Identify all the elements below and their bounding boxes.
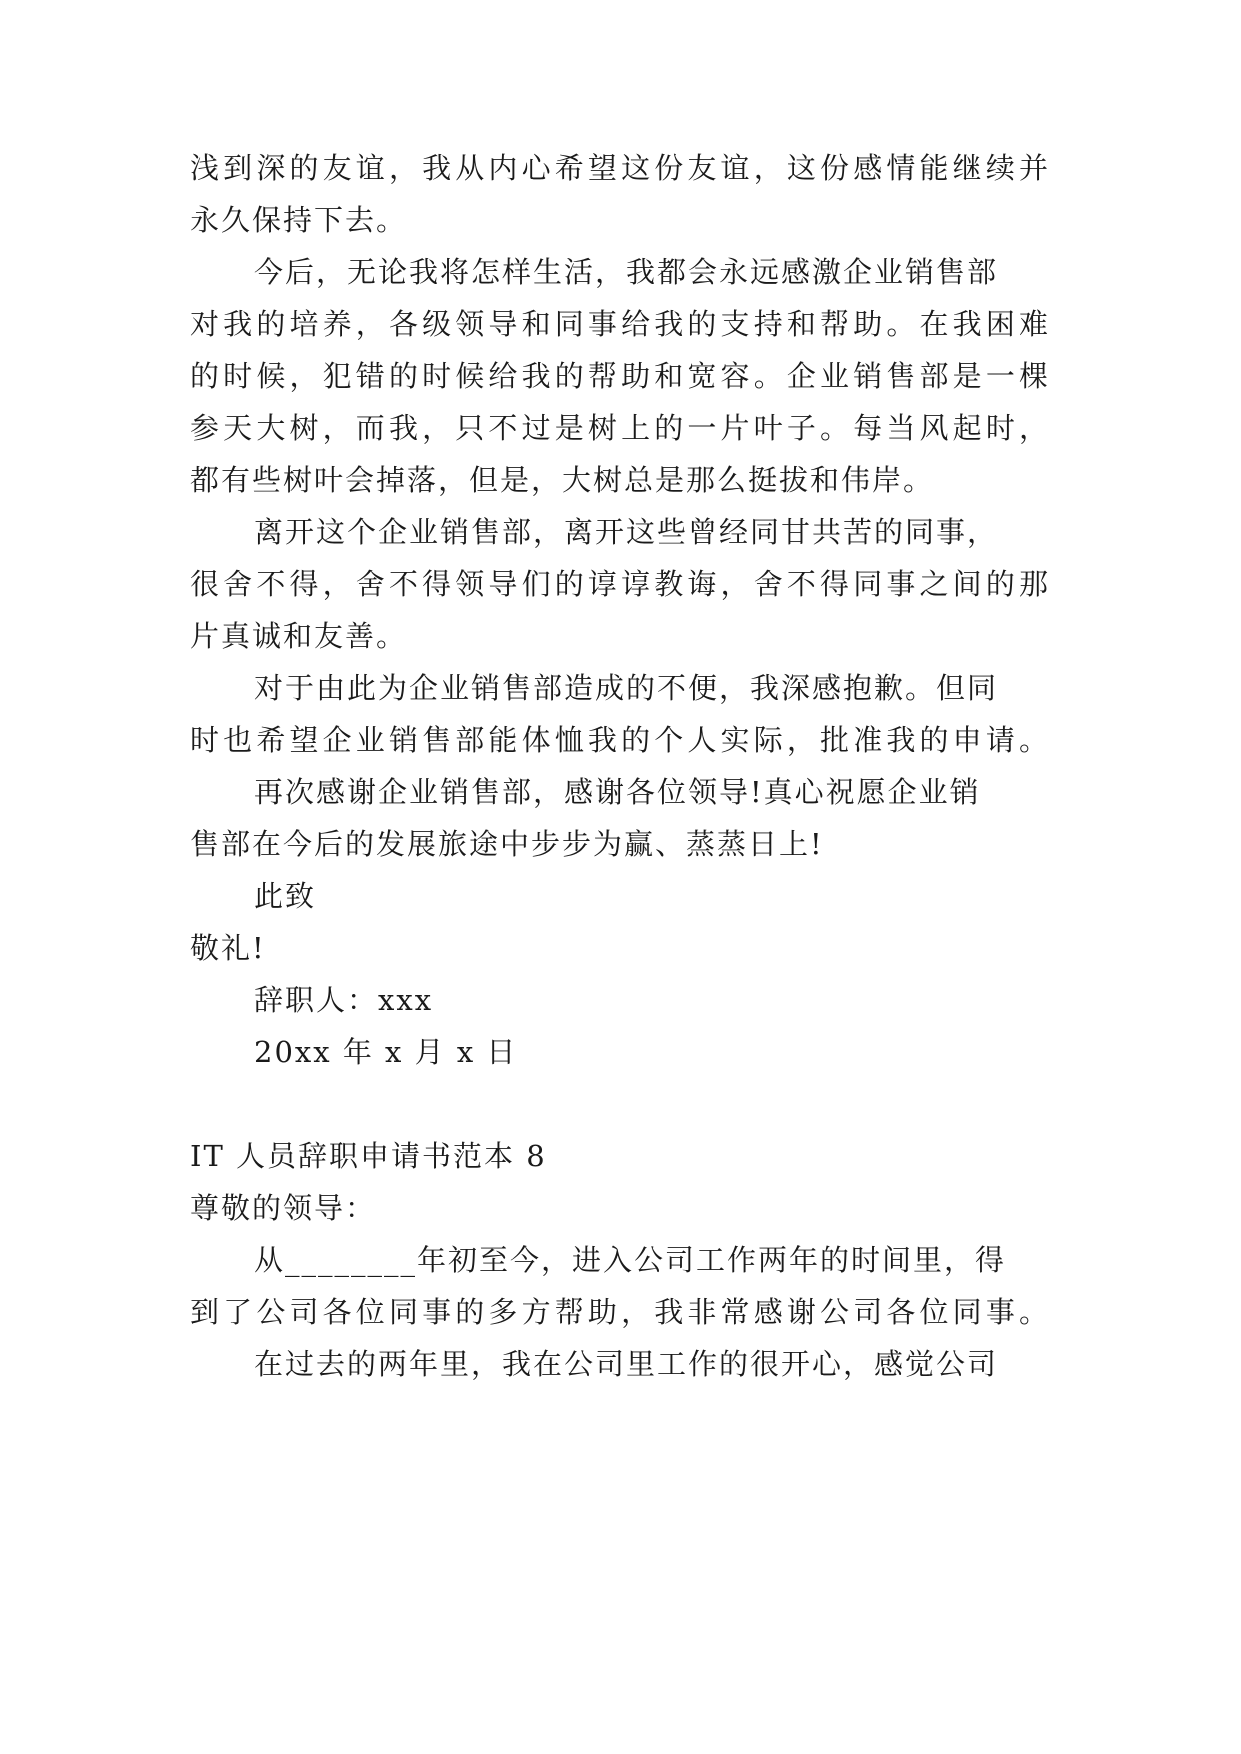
text-line: 都有些树叶会掉落，但是，大树总是那么挺拔和伟岸。 [190,463,935,497]
text-line: 在过去的两年里，我在公司里工作的很开心，感觉公司 [254,1347,999,1381]
greeting: 尊敬的领导： [190,1191,377,1225]
text-line: 永久保持下去。 [190,203,408,237]
text-line: 对于由此为企业销售部造成的不便，我深感抱歉。但同 [254,671,999,705]
signature-line: 辞职人：xxx [254,983,434,1017]
text-line: 再次感谢企业销售部，感谢各位领导!真心祝愿企业销 [254,775,981,809]
text-line: 售部在今后的发展旅途中步步为赢、蒸蒸日上! [190,827,824,861]
section-heading: IT 人员辞职申请书范本 8 [190,1139,547,1173]
date-line: 20xx 年 x 月 x 日 [254,1035,518,1069]
text-line: 很舍不得，舍不得领导们的谆谆教诲，舍不得同事之间的那 [190,567,1050,601]
text-line: 参天大树，而我，只不过是树上的一片叶子。每当风起时， [190,411,1050,445]
text-line: 从________年初至今，进入公司工作两年的时间里，得 [254,1243,1007,1277]
text-line: 离开这个企业销售部，离开这些曾经同甘共苦的同事， [254,515,999,549]
closing-salutation: 此致 [254,879,317,913]
text-line: 片真诚和友善。 [190,619,408,653]
closing-regards: 敬礼! [190,931,266,965]
text-line: 时也希望企业销售部能体恤我的个人实际，批准我的申请。 [190,723,1050,757]
text-line: 今后，无论我将怎样生活，我都会永远感激企业销售部 [254,255,999,289]
text-line: 到了公司各位同事的多方帮助，我非常感谢公司各位同事。 [190,1295,1050,1329]
text-line: 对我的培养，各级领导和同事给我的支持和帮助。在我困难 [190,307,1050,341]
text-line: 的时候，犯错的时候给我的帮助和宽容。企业销售部是一棵 [190,359,1050,393]
text-line: 浅到深的友谊，我从内心希望这份友谊，这份感情能继续并 [190,151,1050,185]
